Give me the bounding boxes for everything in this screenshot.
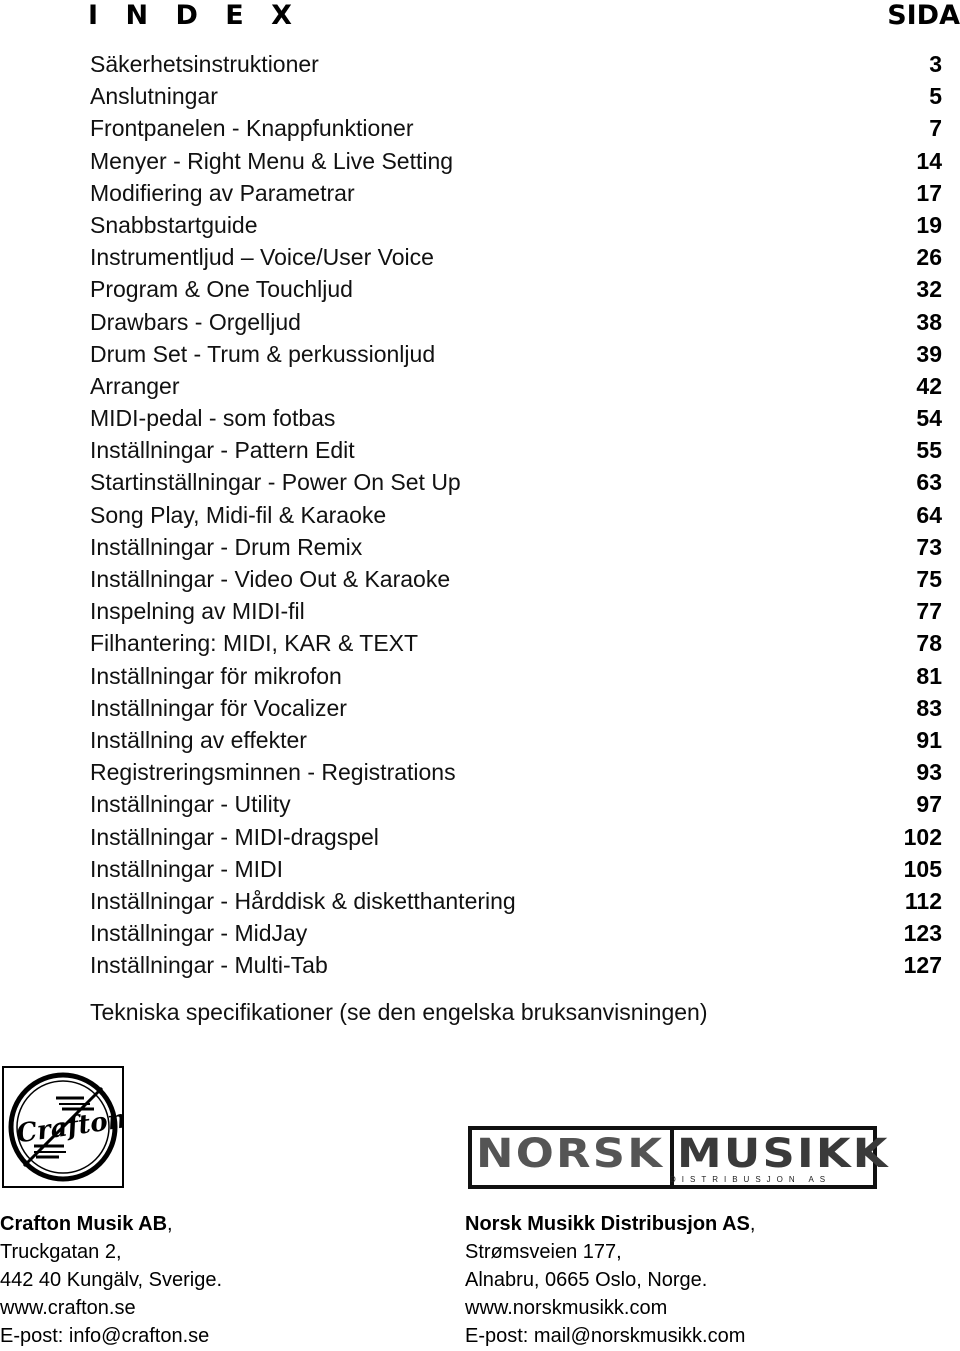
toc-entry-page: 55 [916, 437, 942, 464]
toc-entry [90, 209, 945, 241]
page-column-title: SIDA [887, 0, 960, 31]
toc-entry-title: Filhantering: MIDI, KAR & TEXT [90, 630, 419, 657]
crafton-company-suffix: , [167, 1213, 173, 1235]
toc-entry-page: 32 [916, 276, 942, 303]
toc-entry [90, 756, 945, 788]
toc-entry [90, 145, 945, 177]
toc-entry-page: 93 [916, 759, 942, 786]
toc-entry-page: 42 [916, 372, 942, 399]
toc-entry [90, 853, 945, 885]
crafton-logo [2, 1066, 124, 1188]
toc-entry [90, 563, 945, 595]
toc-entry-title: Frontpanelen - Knappfunktioner [90, 115, 414, 142]
toc-entry-page: 112 [904, 887, 942, 914]
toc-entry-title: Startinställningar - Power On Set Up [90, 469, 461, 496]
toc-entry-page: 14 [916, 147, 942, 174]
musikk-logo-word: MUSIKK [677, 1131, 890, 1177]
crafton-website: www.crafton.se [0, 1297, 136, 1319]
toc-entry [90, 788, 945, 820]
toc-entry-title: Inställningar - MidJay [90, 920, 308, 947]
crafton-address [0, 1210, 222, 1350]
toc-entry [90, 627, 945, 659]
toc-entry-page: 123 [903, 920, 942, 947]
toc-entry-title: Drum Set - Trum & perkussionljud [90, 340, 436, 367]
toc-entry-title: Inställning av effekter [90, 726, 307, 753]
toc-entry [90, 949, 945, 981]
norsk-city: Alnabru, 0665 Oslo, Norge. [465, 1269, 708, 1291]
crafton-emblem-icon [4, 1068, 122, 1186]
toc-entry [90, 917, 945, 949]
toc-entry-title: Snabbstartguide [90, 211, 258, 238]
crafton-company-name: Crafton Musik AB [0, 1213, 168, 1235]
toc-entry-title: Inspelning av MIDI-fil [90, 598, 305, 625]
toc-entry [90, 466, 945, 498]
toc-entry [90, 241, 945, 273]
toc-entry-title: Instrumentljud – Voice/User Voice [90, 244, 434, 271]
toc-entry-title: Program & One Touchljud [90, 276, 353, 303]
toc-entry [90, 821, 945, 853]
toc-entry-page: 105 [903, 855, 942, 882]
toc-entry-page: 91 [916, 726, 942, 753]
toc-entry-title: Inställningar - Hårddisk & disketthantering [90, 887, 516, 914]
toc-entry-page: 39 [916, 340, 942, 367]
toc-entry-title: Inställningar för Vocalizer [90, 694, 347, 721]
table-of-contents [90, 48, 945, 981]
toc-entry-title: Arranger [90, 372, 180, 399]
norsk-company-name: Norsk Musikk Distribusjon AS [465, 1213, 750, 1235]
norsk-email: E-post: mail@norskmusikk.com [465, 1325, 746, 1347]
norsk-address [465, 1210, 755, 1350]
toc-entry [90, 692, 945, 724]
toc-entry [90, 402, 945, 434]
crafton-city: 442 40 Kungälv, Sverige. [0, 1269, 223, 1291]
norsk-musikk-logo [468, 1126, 890, 1189]
toc-entry-page: 78 [916, 630, 942, 657]
toc-entry-title: Song Play, Midi-fil & Karaoke [90, 501, 387, 528]
toc-entry [90, 48, 945, 80]
toc-entry-title: Inställningar - Pattern Edit [90, 437, 355, 464]
toc-entry-page: 127 [903, 952, 942, 979]
toc-entry [90, 306, 945, 338]
toc-entry-title: Menyer - Right Menu & Live Setting [90, 147, 454, 174]
toc-entry [90, 660, 945, 692]
toc-entry [90, 595, 945, 627]
toc-entry [90, 370, 945, 402]
toc-entry-page: 97 [916, 791, 942, 818]
toc-entry-title: Inställningar - Utility [90, 791, 291, 818]
norsk-company-suffix: , [749, 1213, 756, 1235]
toc-entry-page: 19 [916, 211, 942, 238]
toc-entry-page: 63 [916, 469, 942, 496]
toc-entry [90, 338, 945, 370]
toc-entry-title: Inställningar - Multi-Tab [90, 952, 328, 979]
toc-entry-page: 83 [916, 694, 942, 721]
toc-entry [90, 499, 945, 531]
toc-entry-page: 73 [916, 533, 942, 560]
crafton-logo-text: Crafton [14, 1104, 122, 1150]
toc-entry-page: 7 [929, 115, 942, 142]
toc-entry [90, 177, 945, 209]
norsk-logo-word: NORSK [476, 1131, 665, 1177]
toc-entry-title: Inställningar - Drum Remix [90, 533, 363, 560]
toc-entry [90, 434, 945, 466]
toc-entry-title: Drawbars - Orgelljud [90, 308, 301, 335]
toc-entry [90, 112, 945, 144]
toc-entry-page: 3 [929, 51, 942, 77]
toc-entry-page: 75 [916, 566, 942, 592]
toc-entry-title: Säkerhetsinstruktioner [90, 51, 319, 77]
toc-entry-title: MIDI-pedal - som fotbas [90, 405, 336, 432]
toc-entry [90, 273, 945, 305]
toc-entry-page: 5 [929, 83, 942, 110]
toc-entry-page: 26 [916, 244, 942, 271]
toc-entry-page: 77 [916, 598, 942, 625]
toc-entry-page: 54 [916, 405, 942, 432]
toc-entry-title: Inställningar - Video Out & Karaoke [90, 566, 451, 592]
toc-entry-page: 81 [916, 662, 942, 689]
index-header [0, 0, 960, 32]
norsk-website: www.norskmusikk.com [465, 1297, 668, 1319]
index-title: I N D E X [88, 0, 301, 31]
toc-entry-page: 17 [916, 179, 942, 206]
toc-entry-title: Modifiering av Parametrar [90, 179, 355, 206]
toc-entry [90, 724, 945, 756]
crafton-email: E-post: info@crafton.se [0, 1325, 210, 1347]
toc-entry [90, 531, 945, 563]
tech-spec-note: Tekniska specifikationer (se den engelska bruksanvisningen) [90, 999, 708, 1025]
crafton-street: Truckgatan 2, [0, 1241, 122, 1263]
toc-entry-title: Anslutningar [90, 83, 218, 110]
toc-entry-page: 38 [916, 308, 942, 335]
toc-entry [90, 885, 945, 917]
toc-entry-title: Inställningar för mikrofon [90, 662, 342, 689]
toc-entry-page: 64 [916, 501, 942, 528]
toc-entry-title: Inställningar - MIDI [90, 855, 284, 882]
toc-entry-title: Registreringsminnen - Registrations [90, 759, 456, 786]
toc-entry-page: 102 [903, 823, 942, 850]
norsk-street: Strømsveien 177, [465, 1241, 622, 1263]
norsk-logo-subtitle: DISTRIBUSJON AS [670, 1175, 832, 1184]
toc-entry-title: Inställningar - MIDI-dragspel [90, 823, 379, 850]
toc-entry [90, 80, 945, 112]
